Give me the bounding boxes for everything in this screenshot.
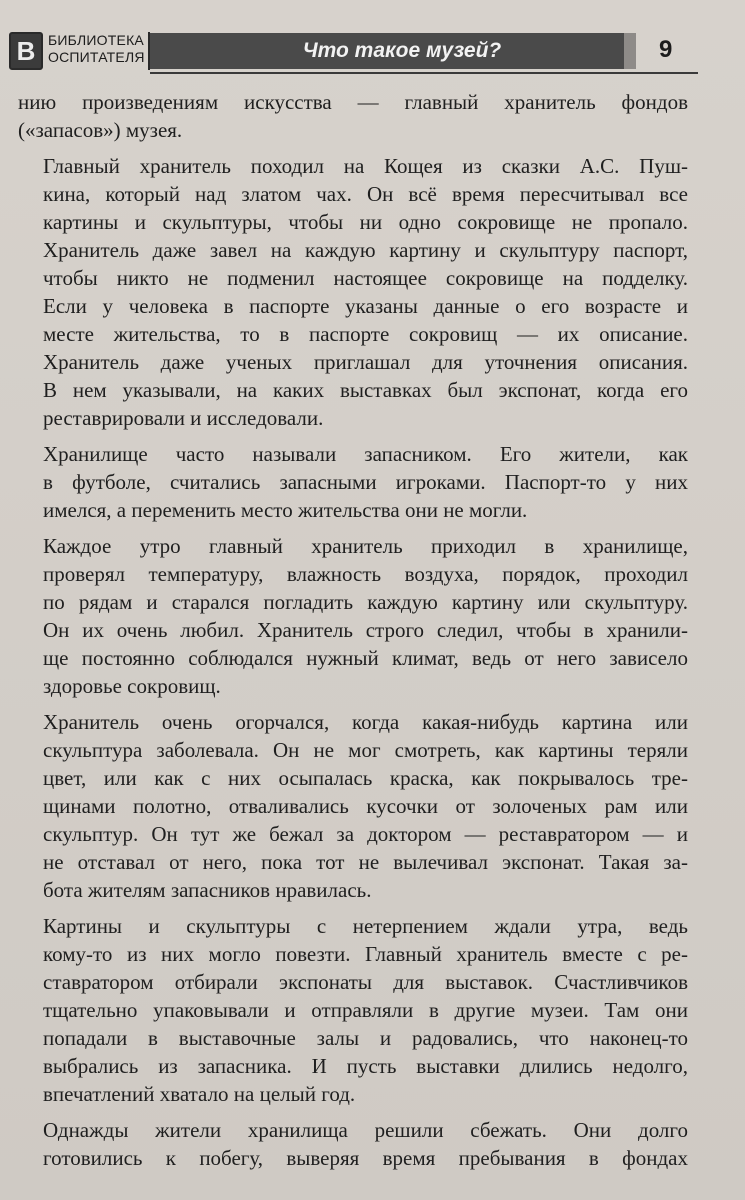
series-name-line-1: БИБЛИОТЕКА bbox=[48, 32, 144, 48]
text-line: по рядам и старался погладить каждую картину или скульптуру. bbox=[43, 590, 688, 615]
paragraph-7 bbox=[18, 1117, 688, 1173]
text-line: проверял температуру, влажность воздуха, порядок, проходил bbox=[43, 562, 688, 587]
text-line: Хранитель даже завел на каждую картину и скульптуру паспорт, bbox=[43, 238, 688, 263]
text-line: («запасов») музея. bbox=[18, 117, 183, 142]
text-line: Главный хранитель походил на Кощея из сказки А.С. Пуш- bbox=[43, 154, 688, 179]
series-name bbox=[48, 32, 145, 66]
text-line: нию произведениям искусства — главный хранитель фондов bbox=[18, 90, 688, 114]
text-line: Хранитель даже ученых приглашал для уточнения описания. bbox=[43, 349, 688, 374]
text-line: впечатлений хватало на целый год. bbox=[43, 1081, 356, 1106]
text-line: скульптур. Он тут же бежал за доктором — реставратором — и bbox=[43, 822, 688, 847]
text-line: готовились к побегу, выверяя время пребывания в фондах bbox=[43, 1146, 688, 1171]
series-logo-letter: В bbox=[16, 36, 36, 66]
text-line: Картины и скульптуры с нетерпением ждали утра, ведь bbox=[43, 914, 688, 939]
text-line: Он их очень любил. Хранитель строго следил, чтобы в хранили- bbox=[43, 618, 688, 643]
header-rule bbox=[150, 72, 698, 74]
text-line: кому-то из них могло повезти. Главный хранитель вместе с ре- bbox=[43, 942, 688, 967]
text-line: месте жительства, то в паспорте сокровищ — их описание. bbox=[43, 321, 688, 346]
paragraph-4 bbox=[18, 533, 688, 700]
page-number: 9 bbox=[659, 36, 673, 63]
text-line: выбрались из запасника. И пусть выставки длились недолго, bbox=[43, 1053, 688, 1078]
text-line: здоровье сокровищ. bbox=[43, 673, 221, 698]
text-line: Однажды жители хранилища решили сбежать. Они долго bbox=[43, 1118, 688, 1143]
text-line: реставрировали и исследовали. bbox=[43, 405, 324, 430]
text-line: в футболе, считались запасными игроками. Паспорт-то у них bbox=[43, 469, 688, 494]
text-line: ставратором отбирали экспонаты для выставок. Счастливчиков bbox=[43, 970, 688, 995]
text-line: Каждое утро главный хранитель приходил в хранилище, bbox=[43, 534, 688, 559]
running-title-bar bbox=[150, 33, 636, 69]
text-line: имелся, а переменить место жительства они не могли. bbox=[43, 497, 528, 522]
series-name-line-2: ОСПИТАТЕЛЯ bbox=[48, 49, 145, 65]
paragraph-3 bbox=[18, 441, 688, 525]
body-text bbox=[18, 89, 688, 1182]
text-line: тщательно упаковывали и отправляли в другие музеи. Там они bbox=[43, 998, 688, 1023]
text-line: В нем указывали, на каких выставках был экспонат, когда его bbox=[43, 377, 688, 402]
text-line: Хранитель очень огорчался, когда какая-нибудь картина или bbox=[43, 710, 688, 735]
paragraph-1 bbox=[18, 89, 688, 145]
text-line: кина, который над златом чах. Он всё время пересчитывал все bbox=[43, 182, 688, 207]
text-line: скульптура заболевала. Он не мог смотреть, как картины теряли bbox=[43, 738, 688, 763]
text-line: попадали в выставочные залы и радовались, что наконец-то bbox=[43, 1025, 688, 1050]
series-logo bbox=[9, 32, 43, 70]
text-line: щинами полотно, отваливались кусочки от золоченых рам или bbox=[43, 794, 688, 819]
text-line: картины и скульптуры, чтобы ни одно сокровище не пропало. bbox=[43, 210, 688, 235]
paragraph-2 bbox=[18, 153, 688, 432]
running-title: Что такое музей? bbox=[302, 39, 502, 62]
text-line: цвет, или как с них осыпалась краска, как покрывалось тре- bbox=[43, 766, 688, 791]
text-line: Если у человека в паспорте указаны данные о его возрасте и bbox=[43, 293, 688, 318]
text-line: ще постоянно соблюдался нужный климат, ведь от него зависело bbox=[43, 646, 688, 670]
paragraph-6 bbox=[18, 913, 688, 1108]
paragraph-5 bbox=[18, 709, 688, 904]
text-line: бота жителям запасников нравилась. bbox=[43, 877, 372, 902]
text-line: Хранилище часто называли запасником. Его жители, как bbox=[43, 442, 688, 467]
text-line: не отставал от него, пока тот не вылечивал экспонат. Такая за- bbox=[43, 849, 688, 874]
text-line: чтобы никто не подменил настоящее сокровище на подделку. bbox=[43, 266, 688, 291]
running-header bbox=[9, 30, 699, 76]
